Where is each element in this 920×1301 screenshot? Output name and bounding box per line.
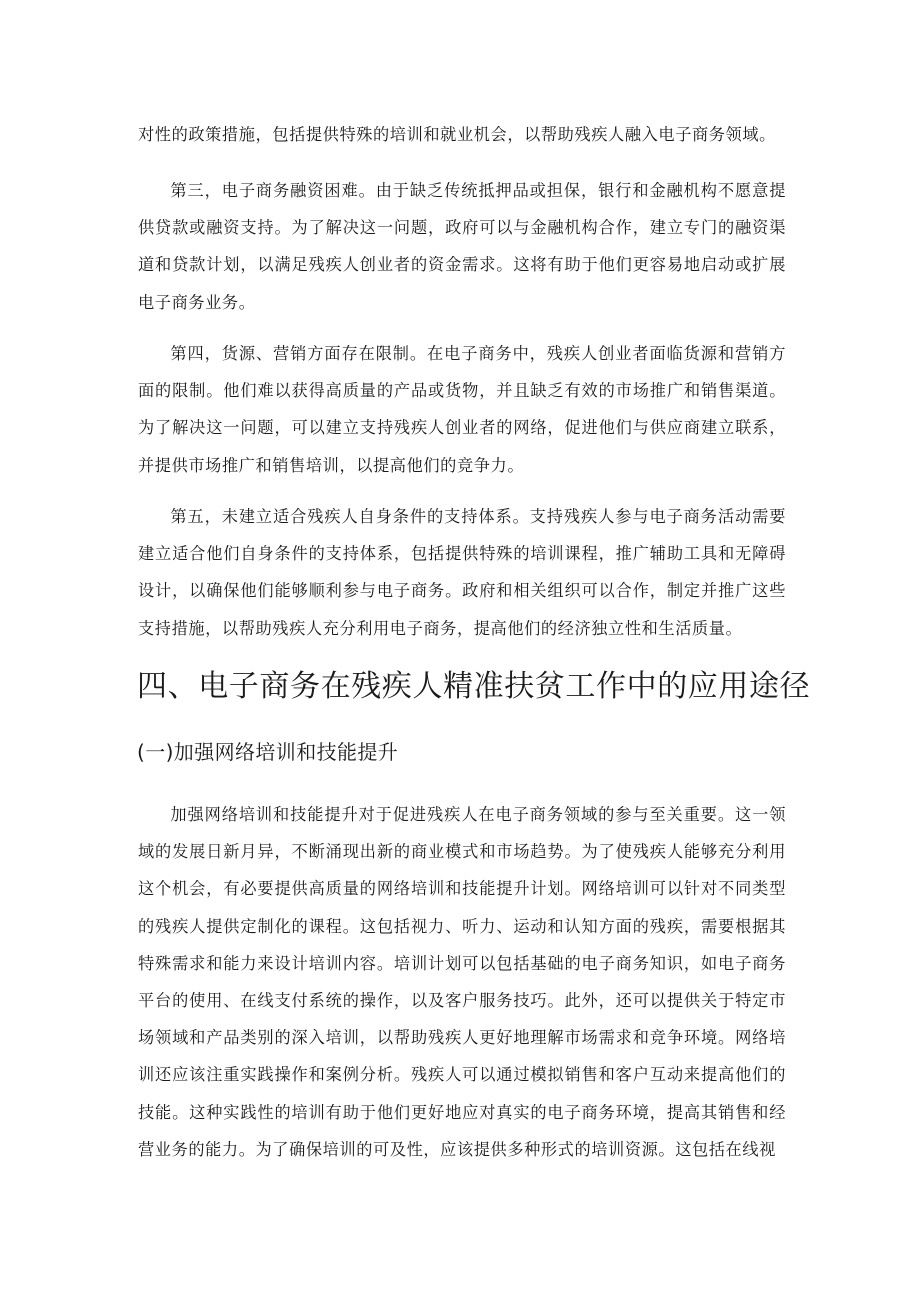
- section-heading: 四、电子商务在残疾人精准扶贫工作中的应用途径: [137, 669, 811, 704]
- paragraph-policy-continuation: 对性的政策措施，包括提供特殊的培训和就业机会，以帮助残疾人融入电子商务领域。: [138, 125, 776, 144]
- subsection-heading: (一)加强网络培训和技能提升: [137, 740, 399, 764]
- paragraph-support-system: 第五，未建立适合残疾人自身条件的支持体系。支持残疾人参与电子商务活动需要建立适合他们自身条件的支持体系，包括提供特殊的培训课程，推广辅助工具和无障碍设计，以确保他们能够顺利参与电子商务。政府和相关组织可以合作，制定并推广这些支持措施，以帮助残疾人充分利用电子商务，提高他们的经济独立性和生活质量。: [138, 507, 786, 638]
- paragraph-financing-difficulty: 第三，电子商务融资困难。由于缺乏传统抵押品或担保，银行和金融机构不愿意提供贷款或融资支持。为了解决这一问题，政府可以与金融机构合作，建立专门的融资渠道和贷款计划，以满足残疾人创业者的资金需求。这将有助于他们更容易地启动或扩展电子商务业务。: [138, 181, 786, 312]
- paragraph-network-training: 加强网络培训和技能提升对于促进残疾人在电子商务领域的参与至关重要。这一领域的发展日新月异，不断涌现出新的商业模式和市场趋势。为了使残疾人能够充分利用这个机会，有必要提供高质量的网络培训和技能提升计划。网络培训可以针对不同类型的残疾人提供定制化的课程。这包括视力、听力、运动和认知方面的残疾，需要根据其特殊需求和能力来设计培训内容。培训计划可以包括基础的电子商务知识，如电子商务平台的使用、在线支付系统的操作，以及客户服务技巧。此外，还可以提供关于特定市场领域和产品类别的深入培训，以帮助残疾人更好地理解市场需求和竞争环境。网络培训还应该注重实践操作和案例分析。残疾人可以通过模拟销售和客户互动来提高他们的技能。这种实践性的培训有助于他们更好地应对真实的电子商务环境，提高其销售和经营业务的能力。为了确保培训的可及性，应该提供多种形式的培训资源。这包括在线视: [138, 805, 786, 1159]
- paragraph-supply-marketing-limits: 第四，货源、营销方面存在限制。在电子商务中，残疾人创业者面临货源和营销方面的限制。他们难以获得高质量的产品或货物，并且缺乏有效的市场推广和销售渠道。为了解决这一问题，可以建立支持残疾人创业者的网络，促进他们与供应商建立联系，并提供市场推广和销售培训，以提高他们的竞争力。: [138, 344, 786, 475]
